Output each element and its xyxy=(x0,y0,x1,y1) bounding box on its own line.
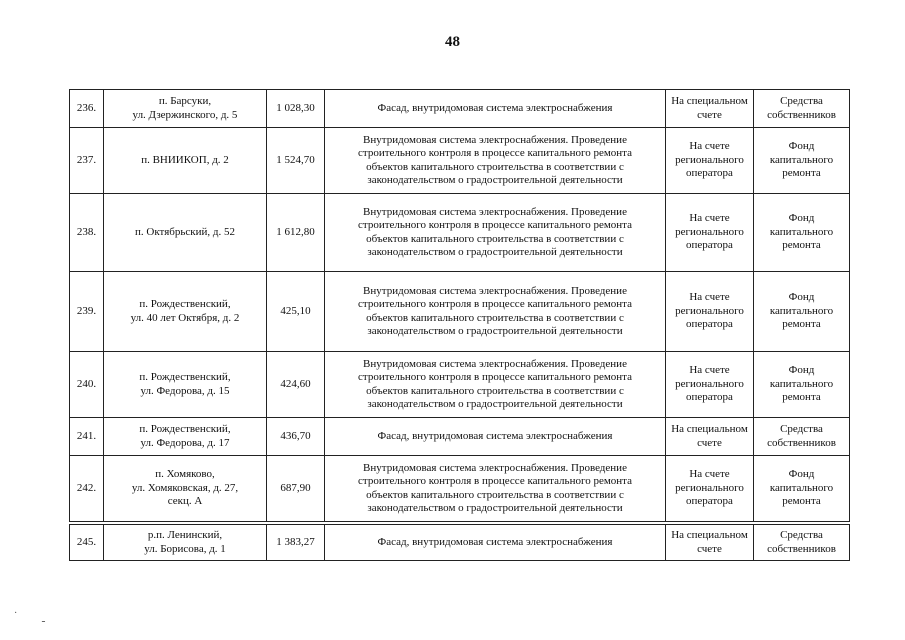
fund-formation-line: На счете xyxy=(689,468,730,481)
funding-source-line: собственников xyxy=(767,436,836,449)
works-line: строительного контроля в процессе капитального ремонта xyxy=(358,219,632,231)
table-row xyxy=(70,352,850,418)
row-number: 241. xyxy=(70,418,104,456)
funding-source-cell xyxy=(754,194,850,272)
funding-source-line: капитального xyxy=(769,304,834,317)
row-number: 245. xyxy=(70,525,104,561)
table-row xyxy=(70,525,850,561)
funding-source-line: капитального xyxy=(769,153,834,166)
funding-source-cell xyxy=(754,456,850,522)
fund-formation-line: На счете xyxy=(689,140,730,153)
address-line: п. Рождественский, xyxy=(139,371,231,383)
fund-formation-line: счете xyxy=(697,436,722,449)
works-line: законодательством о градостроительной деятельности xyxy=(367,246,623,258)
address-cell xyxy=(104,352,267,418)
fund-formation-cell xyxy=(666,272,754,352)
area-cell: 425,10 xyxy=(267,272,325,352)
address-cell xyxy=(104,525,267,561)
works-line: Внутридомовая система электроснабжения. Проведение xyxy=(363,205,627,218)
address-line: ул. Дзержинского, д. 5 xyxy=(132,108,238,121)
fund-formation-line: оператора xyxy=(686,239,733,252)
fund-formation-line: оператора xyxy=(686,495,733,508)
address-line: п. Рождественский, xyxy=(139,423,231,435)
fund-formation-cell xyxy=(666,194,754,272)
works-cell xyxy=(325,525,666,561)
works-line: объектов капитального строительства в соответствии с xyxy=(366,311,624,324)
funding-source-cell xyxy=(754,418,850,456)
funding-source-line: капитального xyxy=(769,225,834,238)
area-cell: 687,90 xyxy=(267,456,325,522)
works-cell xyxy=(325,90,666,128)
fund-formation-cell xyxy=(666,90,754,128)
address-cell xyxy=(104,272,267,352)
funding-source-line: собственников xyxy=(767,542,836,555)
works-line: Фасад, внутридомовая система электроснабжения xyxy=(377,535,613,548)
works-line: законодательством о градостроительной деятельности xyxy=(367,502,623,514)
funding-source-line: ремонта xyxy=(782,167,821,180)
address-line: ул. Федорова, д. 15 xyxy=(140,384,230,397)
funding-source-line: Средства xyxy=(780,423,823,435)
address-cell xyxy=(104,418,267,456)
scan-mark: · xyxy=(14,608,18,619)
fund-formation-cell xyxy=(666,456,754,522)
works-cell xyxy=(325,128,666,194)
funding-source-line: ремонта xyxy=(782,239,821,252)
funding-source-line: ремонта xyxy=(782,391,821,404)
row-number: 237. xyxy=(70,128,104,194)
row-number: 240. xyxy=(70,352,104,418)
scan-mark: ـ xyxy=(42,614,45,625)
fund-formation-cell xyxy=(666,128,754,194)
address-line: п. Рождественский, xyxy=(139,298,231,310)
fund-formation-line: оператора xyxy=(686,167,733,180)
works-cell xyxy=(325,194,666,272)
funding-source-line: ремонта xyxy=(782,318,821,331)
fund-formation-line: регионального xyxy=(675,153,744,166)
funding-source-line: Фонд xyxy=(788,140,815,153)
address-line: п. ВНИИКОП, д. 2 xyxy=(141,153,229,166)
address-line: п. Барсуки, xyxy=(158,95,212,107)
fund-formation-line: оператора xyxy=(686,318,733,331)
fund-formation-line: регионального xyxy=(675,225,744,238)
funding-source-line: капитального xyxy=(769,377,834,390)
fund-formation-line: регионального xyxy=(675,304,744,317)
address-cell xyxy=(104,194,267,272)
works-line: Внутридомовая система электроснабжения. Проведение xyxy=(363,133,627,146)
table-row xyxy=(70,128,850,194)
area-cell: 1 524,70 xyxy=(267,128,325,194)
fund-formation-line: На специальном xyxy=(671,423,748,435)
works-line: объектов капитального строительства в соответствии с xyxy=(366,232,624,245)
fund-formation-line: счете xyxy=(697,542,722,555)
works-line: Фасад, внутридомовая система электроснабжения xyxy=(377,429,613,442)
table-row xyxy=(70,456,850,522)
repair-registry-table xyxy=(69,89,850,561)
funding-source-line: Фонд xyxy=(788,291,815,304)
works-line: законодательством о градостроительной деятельности xyxy=(367,398,623,410)
table-row xyxy=(70,272,850,352)
works-line: объектов капитального строительства в соответствии с xyxy=(366,160,624,173)
fund-formation-line: На счете xyxy=(689,364,730,377)
area-cell: 1 028,30 xyxy=(267,90,325,128)
area-cell: 1 383,27 xyxy=(267,525,325,561)
fund-formation-line: регионального xyxy=(675,377,744,390)
funding-source-line: Фонд xyxy=(788,364,815,377)
works-line: законодательством о градостроительной деятельности xyxy=(367,325,623,337)
funding-source-cell xyxy=(754,525,850,561)
funding-source-line: капитального xyxy=(769,481,834,494)
fund-formation-line: регионального xyxy=(675,481,744,494)
funding-source-line: Средства xyxy=(780,529,823,541)
funding-source-cell xyxy=(754,352,850,418)
works-line: объектов капитального строительства в соответствии с xyxy=(366,488,624,501)
address-line: ул. 40 лет Октября, д. 2 xyxy=(130,311,240,324)
works-line: Внутридомовая система электроснабжения. Проведение xyxy=(363,461,627,474)
works-cell xyxy=(325,456,666,522)
address-line: р.п. Ленинский, xyxy=(147,529,223,541)
address-cell xyxy=(104,456,267,522)
works-line: объектов капитального строительства в соответствии с xyxy=(366,384,624,397)
fund-formation-line: На специальном xyxy=(671,529,748,541)
fund-formation-cell xyxy=(666,525,754,561)
works-line: Внутридомовая система электроснабжения. Проведение xyxy=(363,357,627,370)
fund-formation-line: На счете xyxy=(689,212,730,225)
page-number: 48 xyxy=(445,34,460,50)
address-line: п. Октябрьский, д. 52 xyxy=(135,225,235,238)
funding-source-cell xyxy=(754,90,850,128)
registry-body xyxy=(70,90,850,561)
works-line: Фасад, внутридомовая система электроснабжения xyxy=(377,101,613,114)
works-line: строительного контроля в процессе капитального ремонта xyxy=(358,475,632,487)
row-number: 239. xyxy=(70,272,104,352)
funding-source-line: Средства xyxy=(780,95,823,107)
address-cell xyxy=(104,128,267,194)
area-cell: 424,60 xyxy=(267,352,325,418)
row-number: 238. xyxy=(70,194,104,272)
fund-formation-line: оператора xyxy=(686,391,733,404)
works-line: законодательством о градостроительной деятельности xyxy=(367,174,623,186)
fund-formation-line: На счете xyxy=(689,291,730,304)
table-row xyxy=(70,194,850,272)
area-cell: 1 612,80 xyxy=(267,194,325,272)
works-cell xyxy=(325,418,666,456)
address-line: п. Хомяково, xyxy=(155,468,215,481)
address-line: ул. Хомяковская, д. 27, xyxy=(131,481,239,494)
fund-formation-line: На специальном xyxy=(671,95,748,107)
address-cell xyxy=(104,90,267,128)
works-cell xyxy=(325,272,666,352)
row-number: 242. xyxy=(70,456,104,522)
address-line: секц. А xyxy=(167,495,203,508)
address-line: ул. Федорова, д. 17 xyxy=(140,436,230,449)
funding-source-line: ремонта xyxy=(782,495,821,508)
funding-source-cell xyxy=(754,272,850,352)
address-line: ул. Борисова, д. 1 xyxy=(144,542,226,555)
funding-source-line: собственников xyxy=(767,108,836,121)
row-number: 236. xyxy=(70,90,104,128)
funding-source-line: Фонд xyxy=(788,212,815,225)
table-row xyxy=(70,418,850,456)
works-cell xyxy=(325,352,666,418)
works-line: строительного контроля в процессе капитального ремонта xyxy=(358,147,632,159)
table-row xyxy=(70,90,850,128)
fund-formation-cell xyxy=(666,352,754,418)
works-line: строительного контроля в процессе капитального ремонта xyxy=(358,298,632,310)
works-line: Внутридомовая система электроснабжения. Проведение xyxy=(363,284,627,297)
fund-formation-cell xyxy=(666,418,754,456)
area-cell: 436,70 xyxy=(267,418,325,456)
funding-source-line: Фонд xyxy=(788,468,815,481)
fund-formation-line: счете xyxy=(697,108,722,121)
funding-source-cell xyxy=(754,128,850,194)
works-line: строительного контроля в процессе капитального ремонта xyxy=(358,371,632,383)
